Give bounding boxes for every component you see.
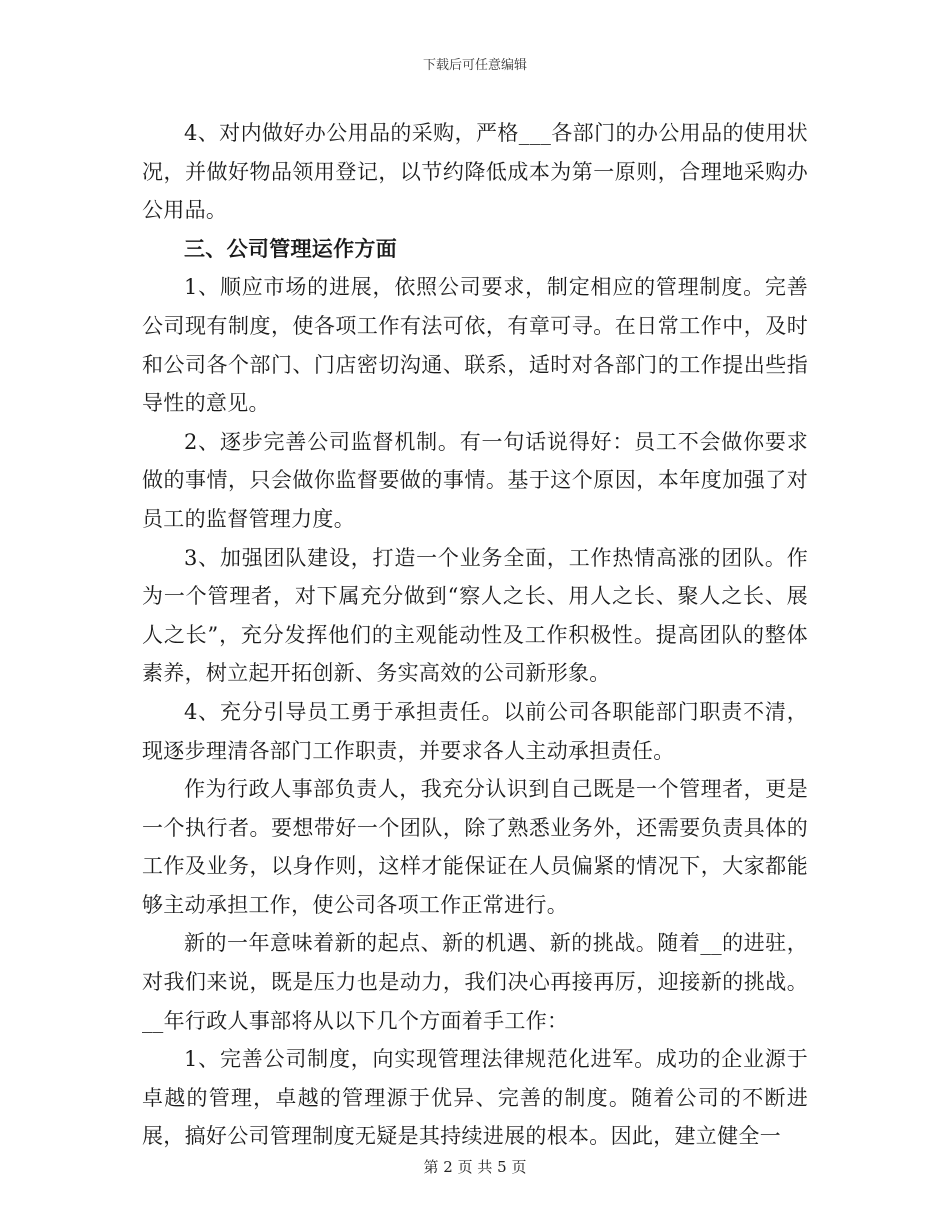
page-header-note: 下载后可任意编辑 — [422, 58, 527, 73]
paragraph-item-2-supervision: 2、逐步完善公司监督机制。有一句话说得好：员工不会做你要求做的事情，只会做你监督要做的事情。基于这个原因，本年度加强了对员工的监督管理力度。 — [142, 429, 808, 531]
paragraph-new-year: 新的一年意味着新的起点、新的机遇、新的挑战。随着__的进驻，对我们来说，既是压力也是动力，我们决心再接再厉，迎接新的挑战。__年行政人事部将从以下几个方面着手工作： — [142, 931, 808, 1033]
paragraph-item-4-responsibility: 4、充分引导员工勇于承担责任。以前公司各职能部门职责不清，现逐步理清各部门工作职责，并要求各人主动承担责任。 — [142, 699, 808, 763]
paragraph-item-4-office-supplies: 4、对内做好办公用品的采购，严格___各部门的办公用品的使用状况，并做好物品领用登记，以节约降低成本为第一原则，合理地采购办公用品。 — [142, 121, 808, 223]
paragraph-role: 作为行政人事部负责人，我充分认识到自己既是一个管理者，更是一个执行者。要想带好一个团队，除了熟悉业务外，还需要负责具体的工作及业务，以身作则，这样才能保证在人员偏紧的情况下，大家都能够主动承担工作，使公司各项工作正常进行。 — [142, 777, 808, 917]
paragraph-item-1-market: 1、顺应市场的进展，依照公司要求，制定相应的管理制度。完善公司现有制度，使各项工作有法可依，有章可寻。在日常工作中，及时和公司各个部门、门店密切沟通、联系，适时对各部门的工作提出些指导性的意见。 — [142, 275, 808, 416]
section-heading-management: 三、公司管理运作方面 — [184, 235, 397, 261]
document-body — [142, 114, 808, 1156]
page-number: 第 2 页 共 5 页 — [423, 1158, 527, 1176]
paragraph-item-3-team: 3、加强团队建设，打造一个业务全面，工作热情高涨的团队。作为一个管理者，对下属充分做到“察人之长、用人之长、聚人之长、展人之长”，充分发挥他们的主观能动性及工作积极性。提高团队的整体素养，树立起开拓创新、务实高效的公司新形象。 — [142, 545, 808, 686]
paragraph-plan-item-1: 1、完善公司制度，向实现管理法律规范化进军。成功的企业源于卓越的管理，卓越的管理源于优异、完善的制度。随着公司的不断进展，搞好公司管理制度无疑是其持续进展的根本。因此，建立健全一 — [142, 1047, 808, 1149]
